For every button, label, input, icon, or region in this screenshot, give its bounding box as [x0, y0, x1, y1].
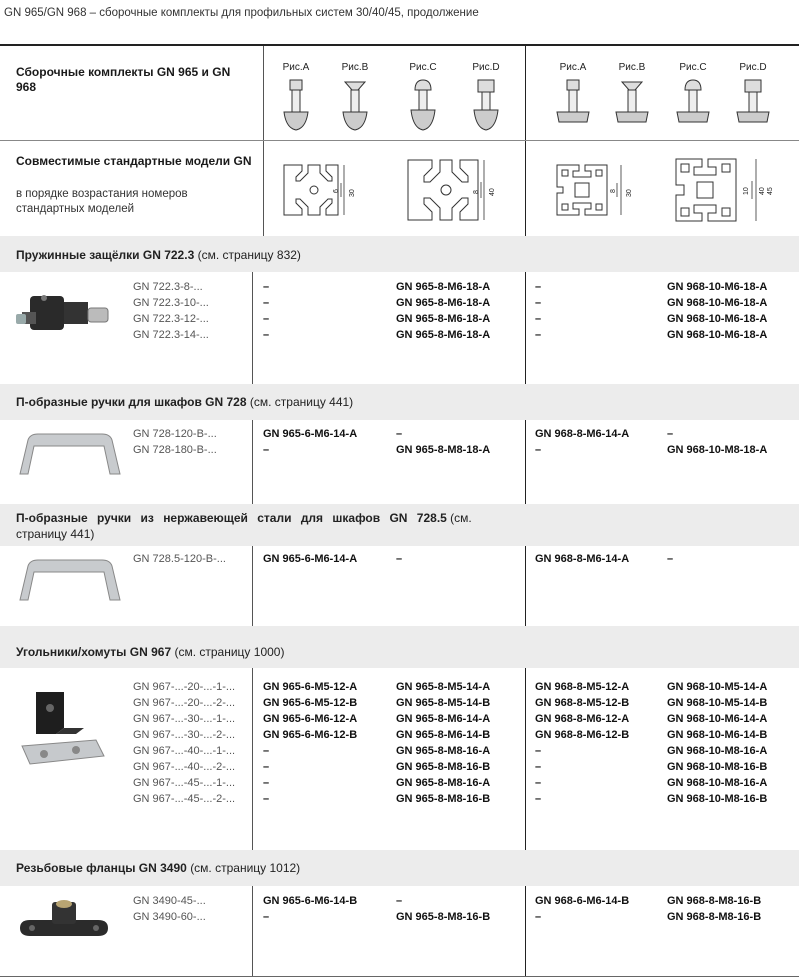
- dim-8: 8: [473, 190, 480, 194]
- article-code: GN 965-6-M6-12-A: [263, 713, 358, 725]
- dim-10: 10: [743, 187, 750, 195]
- article-code: GN 965-8-M5-14-B: [396, 697, 491, 709]
- compatibility-table: [0, 44, 799, 977]
- article-code: –: [263, 297, 270, 309]
- model-number: GN 967-...-45-...-2-...: [133, 793, 236, 805]
- article-code: –: [535, 761, 542, 773]
- dim-40: 40: [489, 188, 496, 196]
- fig-c-left: Рис.C: [409, 62, 437, 73]
- model-number: GN 728-180-B-...: [133, 444, 217, 456]
- article-code: GN 968-10-M8-16-A: [667, 745, 768, 757]
- article-code: GN 968-8-M5-12-A: [535, 681, 630, 693]
- article-code: GN 965-8-M8-16-B: [396, 911, 491, 923]
- article-code: GN 965-6-M6-14-B: [263, 895, 358, 907]
- stainless-u-handle-image: [14, 556, 124, 606]
- page-title: GN 965/GN 968 – сборочные комплекты для профильных систем 30/40/45, продолжение: [4, 7, 479, 19]
- fig-d-left: Рис.D: [472, 62, 500, 73]
- article-code: –: [535, 793, 542, 805]
- model-number: GN 722.3-14-...: [133, 329, 209, 341]
- article-code: GN 968-10-M6-18-A: [667, 329, 768, 341]
- article-code: GN 965-8-M8-18-A: [396, 444, 491, 456]
- model-number: GN 967-...-30-...-2-...: [133, 729, 236, 741]
- angle-bracket-image: [14, 686, 114, 776]
- article-code: GN 968-6-M6-14-B: [535, 895, 630, 907]
- article-code: GN 965-8-M6-18-A: [396, 297, 491, 309]
- article-code: GN 968-10-M5-14-B: [667, 697, 768, 709]
- model-number: GN 967-...-20-...-2-...: [133, 697, 236, 709]
- dim-8-b: 8: [610, 189, 617, 193]
- article-code: –: [396, 428, 403, 440]
- fig-d-right: Рис.D: [739, 62, 767, 73]
- article-code: –: [535, 281, 542, 293]
- model-number: GN 722.3-12-...: [133, 313, 209, 325]
- fig-a-right: Рис.A: [559, 62, 587, 73]
- article-code: –: [535, 745, 542, 757]
- article-code: –: [396, 895, 403, 907]
- screw-fig-b-icon: [341, 78, 369, 134]
- article-code: GN 965-8-M6-18-A: [396, 313, 491, 325]
- model-number: GN 728.5-120-B-...: [133, 553, 226, 565]
- profile-45-10-icon: [670, 153, 780, 227]
- u-handle-image: [14, 430, 124, 480]
- screw-fig-d-icon: [472, 78, 500, 134]
- article-code: GN 965-8-M8-16-A: [396, 745, 491, 757]
- article-code: –: [263, 745, 270, 757]
- threaded-flange-image: [14, 892, 114, 942]
- spring-latch-image: [14, 286, 114, 342]
- model-number: GN 967-...-20-...-1-...: [133, 681, 236, 693]
- article-code: GN 968-8-M8-16-B: [667, 895, 762, 907]
- article-code: GN 968-10-M5-14-A: [667, 681, 768, 693]
- section-title-stainless-u-handles: П-образные ручки из нержавеющей стали для шкафов GN 728.5 (см. страницу 441): [16, 511, 472, 541]
- section-title-flanges: Резьбовые фланцы GN 3490 (см. страницу 1012): [16, 861, 301, 875]
- article-code: GN 965-8-M6-18-A: [396, 329, 491, 341]
- article-code: GN 968-10-M8-16-A: [667, 777, 768, 789]
- article-code: GN 968-10-M6-14-B: [667, 729, 768, 741]
- article-code: GN 968-8-M6-12-A: [535, 713, 630, 725]
- article-code: –: [263, 329, 270, 341]
- fig-b-right: Рис.B: [618, 62, 646, 73]
- article-code: –: [535, 911, 542, 923]
- article-code: GN 968-10-M6-18-A: [667, 297, 768, 309]
- profile-30-8-icon: [551, 159, 641, 221]
- screw-fig-c-icon: [409, 78, 437, 134]
- article-code: –: [667, 553, 674, 565]
- dim-30-b: 30: [626, 189, 633, 197]
- compatible-title: Совместимые стандартные модели GN: [16, 154, 252, 168]
- model-number: GN 728-120-B-...: [133, 428, 217, 440]
- article-code: GN 968-10-M6-14-A: [667, 713, 768, 725]
- model-number: GN 3490-45-...: [133, 895, 206, 907]
- article-code: –: [535, 444, 542, 456]
- article-code: GN 968-10-M8-16-B: [667, 793, 768, 805]
- article-code: –: [535, 313, 542, 325]
- screw-fig-c-right-icon: [676, 78, 710, 134]
- article-code: GN 968-10-M6-18-A: [667, 313, 768, 325]
- dim-6: 6: [333, 189, 340, 193]
- article-code: GN 968-10-M6-18-A: [667, 281, 768, 293]
- model-number: GN 722.3-8-...: [133, 281, 203, 293]
- article-code: –: [667, 428, 674, 440]
- article-code: –: [535, 777, 542, 789]
- article-code: GN 965-8-M6-14-B: [396, 729, 491, 741]
- screw-fig-a-icon: [282, 78, 310, 134]
- article-code: GN 968-8-M6-12-B: [535, 729, 630, 741]
- section-title-spring-latches: Пружинные защёлки GN 722.3 (см. страницу 832): [16, 248, 301, 262]
- model-number: GN 967-...-40-...-1-...: [133, 745, 236, 757]
- article-code: –: [535, 329, 542, 341]
- article-code: GN 965-6-M6-14-A: [263, 428, 358, 440]
- article-code: GN 965-8-M8-16-A: [396, 777, 491, 789]
- fig-a-left: Рис.A: [282, 62, 310, 73]
- profile-40-8-icon: [402, 154, 502, 226]
- article-code: GN 965-8-M5-14-A: [396, 681, 491, 693]
- model-number: GN 967-...-30-...-1-...: [133, 713, 236, 725]
- fig-c-right: Рис.C: [679, 62, 707, 73]
- article-code: –: [263, 281, 270, 293]
- article-code: –: [263, 444, 270, 456]
- model-number: GN 967-...-40-...-2-...: [133, 761, 236, 773]
- dim-40-b: 40: [759, 187, 766, 195]
- fig-b-left: Рис.B: [341, 62, 369, 73]
- section-title-u-handles: П-образные ручки для шкафов GN 728 (см. страницу 441): [16, 395, 354, 409]
- article-code: –: [535, 297, 542, 309]
- dim-30: 30: [349, 189, 356, 197]
- article-code: GN 965-6-M6-12-B: [263, 729, 358, 741]
- article-code: GN 965-8-M6-14-A: [396, 713, 491, 725]
- article-code: –: [396, 553, 403, 565]
- article-code: –: [263, 313, 270, 325]
- profile-30-6-icon: [278, 159, 362, 221]
- model-number: GN 722.3-10-...: [133, 297, 209, 309]
- article-code: GN 968-8-M5-12-B: [535, 697, 630, 709]
- section-title-angles: Угольники/хомуты GN 967 (см. страницу 1000): [16, 645, 285, 659]
- article-code: GN 965-8-M6-18-A: [396, 281, 491, 293]
- article-code: GN 965-6-M5-12-B: [263, 697, 358, 709]
- article-code: GN 965-6-M6-14-A: [263, 553, 358, 565]
- screw-fig-b-right-icon: [615, 78, 649, 134]
- screw-fig-d-right-icon: [736, 78, 770, 134]
- compatible-subtitle: в порядке возрастания номеров стандартных моделей: [16, 188, 188, 215]
- article-code: –: [263, 777, 270, 789]
- article-code: GN 968-8-M6-14-A: [535, 428, 630, 440]
- article-code: GN 965-6-M5-12-A: [263, 681, 358, 693]
- model-number: GN 967-...-45-...-1-...: [133, 777, 236, 789]
- assembly-label: Сборочные комплекты GN 965 и GN 968: [16, 65, 231, 94]
- article-code: GN 965-8-M8-16-B: [396, 761, 491, 773]
- article-code: GN 968-10-M8-18-A: [667, 444, 768, 456]
- article-code: –: [263, 911, 270, 923]
- article-code: GN 965-8-M8-16-B: [396, 793, 491, 805]
- dim-45: 45: [767, 187, 774, 195]
- article-code: GN 968-8-M6-14-A: [535, 553, 630, 565]
- article-code: GN 968-10-M8-16-B: [667, 761, 768, 773]
- model-number: GN 3490-60-...: [133, 911, 206, 923]
- article-code: –: [263, 793, 270, 805]
- article-code: –: [263, 761, 270, 773]
- screw-fig-a-right-icon: [556, 78, 590, 134]
- article-code: GN 968-8-M8-16-B: [667, 911, 762, 923]
